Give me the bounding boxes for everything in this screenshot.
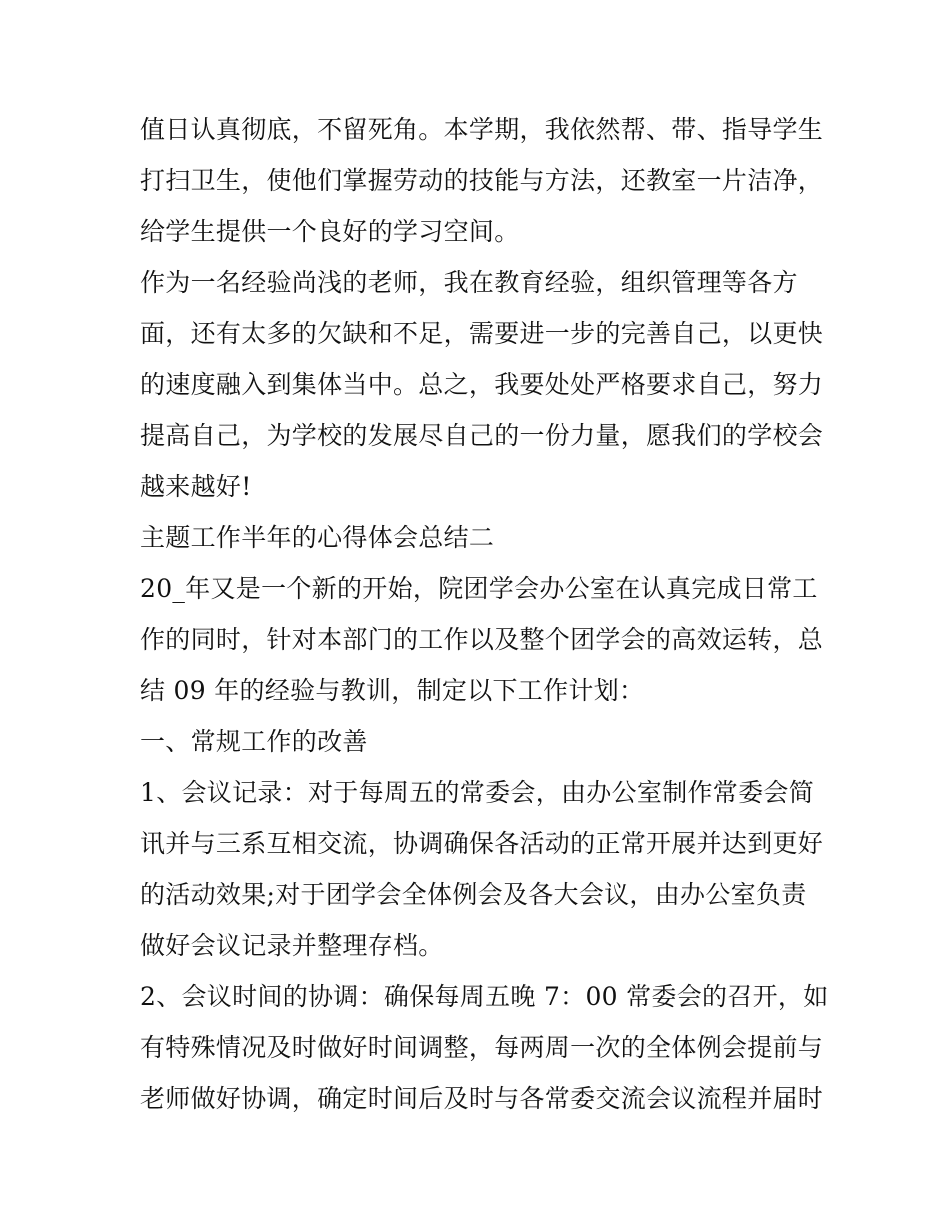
text-line: 面，还有太多的欠缺和不足，需要进一步的完善自己，以更快 bbox=[140, 319, 824, 348]
text-line: 20_年又是一个新的开始，院团学会办公室在认真完成日常工 bbox=[140, 574, 818, 603]
text-line: 值日认真彻底，不留死角。本学期，我依然帮、带、指导学生 bbox=[140, 115, 824, 144]
text-line: 做好会议记录并整理存档。 bbox=[140, 931, 444, 960]
text-line: 的速度融入到集体当中。总之，我要处处严格要求自己，努力 bbox=[140, 370, 824, 399]
text-line: 打扫卫生，使他们掌握劳动的技能与方法，还教室一片洁净， bbox=[140, 166, 824, 195]
document-body bbox=[140, 104, 829, 1124]
text-line: 的活动效果;对于团学会全体例会及各大会议，由办公室负责 bbox=[140, 880, 807, 909]
text-line: 作的同时，针对本部门的工作以及整个团学会的高效运转，总 bbox=[140, 625, 824, 654]
text-line: 1、会议记录：对于每周五的常委会，由办公室制作常委会简 bbox=[140, 778, 815, 807]
text-line: 2、会议时间的协调：确保每周五晚 7：00 常委会的召开，如 bbox=[140, 982, 829, 1011]
text-line: 提高自己，为学校的发展尽自己的一份力量，愿我们的学校会 bbox=[140, 421, 824, 450]
text-line: 给学生提供一个良好的学习空间。 bbox=[140, 217, 520, 246]
section-heading: 主题工作半年的心得体会总结二 bbox=[140, 523, 495, 552]
text-line: 讯并与三系互相交流，协调确保各活动的正常开展并达到更好 bbox=[140, 829, 824, 858]
text-line: 老师做好协调，确定时间后及时与各常委交流会议流程并届时 bbox=[140, 1084, 824, 1113]
text-line: 有特殊情况及时做好时间调整，每两周一次的全体例会提前与 bbox=[140, 1033, 824, 1062]
text-line: 作为一名经验尚浅的老师，我在教育经验，组织管理等各方 bbox=[140, 268, 798, 297]
section-heading: 一、常规工作的改善 bbox=[140, 727, 368, 756]
text-line: 结 09 年的经验与教训，制定以下工作计划： bbox=[140, 676, 645, 705]
text-line: 越来越好! bbox=[140, 472, 252, 501]
